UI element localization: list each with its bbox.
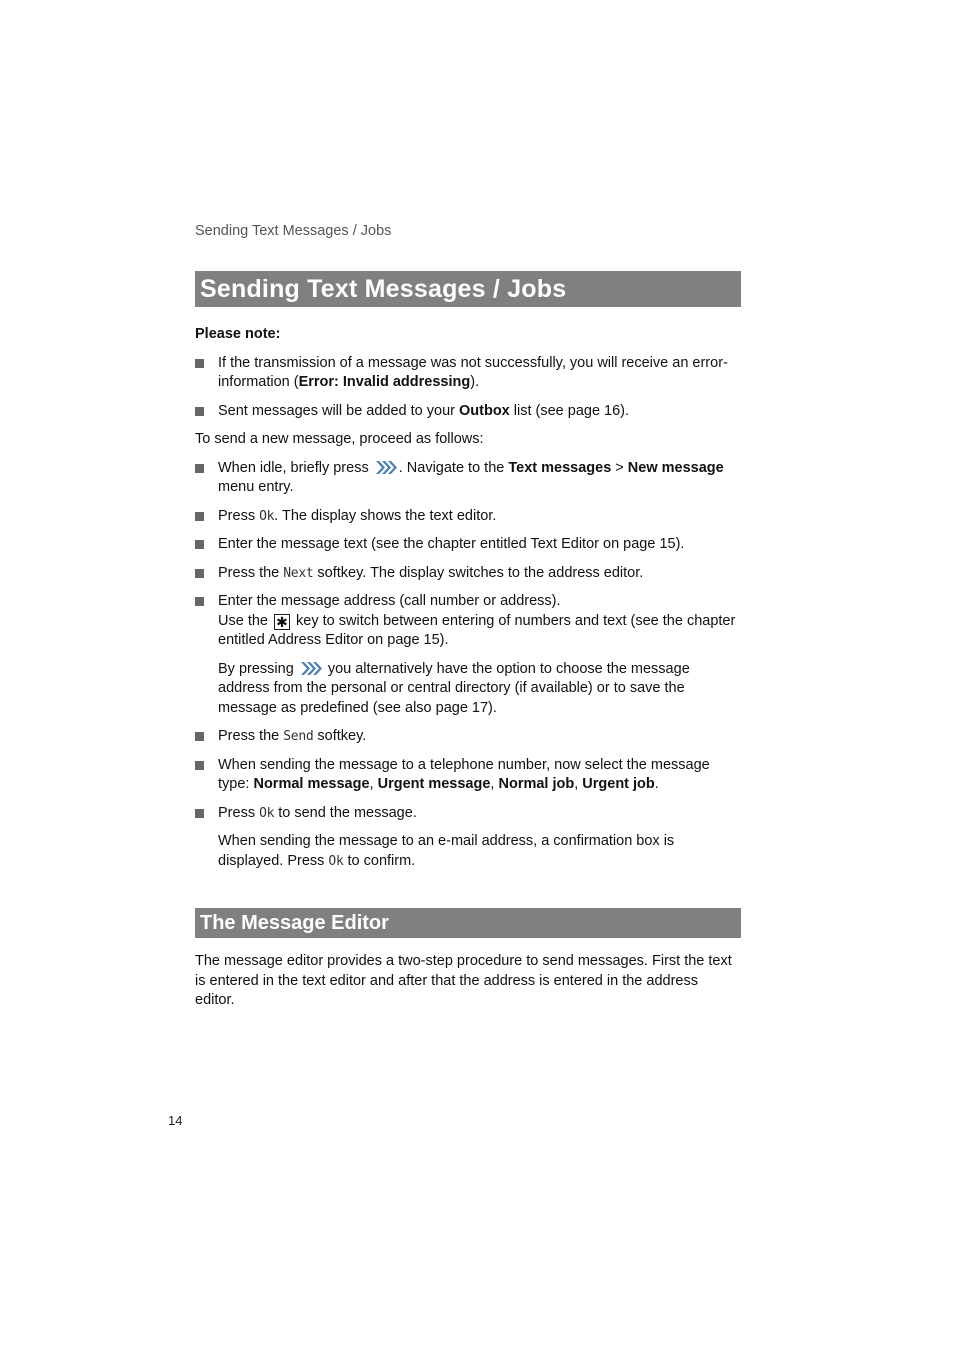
step-3 xyxy=(195,535,741,555)
step5-sub-b: you alternatively have the option to choose the message address from the personal or central directory (if available) or to save the message as predefined (see also page 17). xyxy=(218,660,690,716)
note-item-2 xyxy=(195,402,741,422)
steps-list xyxy=(195,459,741,872)
ok-key-label: Ok xyxy=(259,508,275,524)
step-7 xyxy=(195,756,741,795)
square-bullet xyxy=(195,464,204,473)
step7-end: . xyxy=(654,776,659,792)
square-bullet xyxy=(195,809,204,818)
step5-sub-a: By pressing xyxy=(218,660,294,677)
square-bullet xyxy=(195,512,204,521)
sep3: , xyxy=(574,776,583,792)
step7-text-a: When sending the message to a telephone number, now select the message type: xyxy=(218,756,710,792)
step1-text-a: When idle, briefly press xyxy=(218,459,369,476)
square-bullet xyxy=(195,597,204,606)
send-key-label: Send xyxy=(283,729,314,744)
step-8 xyxy=(195,804,741,872)
step-4 xyxy=(195,564,741,584)
note1-text-c: ). xyxy=(470,374,480,390)
step5-text-b: key to switch between entering of numbers and text (see the chapter entitled Address Editor on page 15). xyxy=(218,612,736,648)
note2-text-a: Sent messages will be added to your xyxy=(218,402,459,419)
step8-sub xyxy=(218,832,741,871)
step4-text-b: softkey. The display switches to the address editor. xyxy=(313,564,644,581)
square-bullet xyxy=(195,761,204,770)
star-key-icon: ✱ xyxy=(274,614,290,630)
step-1 xyxy=(195,459,741,498)
running-head: Sending Text Messages / Jobs xyxy=(195,223,392,239)
step2-text-b: . The display shows the text editor. xyxy=(274,507,497,524)
ok-key-label: Ok xyxy=(328,853,344,869)
step3-text: Enter the message text (see the chapter entitled Text Editor on page 15). xyxy=(218,536,685,552)
message-editor-text: The message editor provides a two-step procedure to send messages. First the text is entered in the text editor and after that the address is entered in the address editor. xyxy=(195,953,732,1008)
step-2 xyxy=(195,507,741,527)
square-bullet xyxy=(195,732,204,741)
please-note-label: Please note: xyxy=(195,326,281,342)
square-bullet xyxy=(195,359,204,368)
note1-text-a: If the transmission of a message was not successfully, you will receive an error-information ( xyxy=(218,354,728,390)
step2-text-a: Press xyxy=(218,507,256,524)
step1-text-messages: Text messages xyxy=(508,459,612,476)
section-heading-message-editor: The Message Editor xyxy=(195,908,741,938)
page-title: Sending Text Messages / Jobs xyxy=(195,271,741,307)
type-urgent-job: Urgent job xyxy=(582,776,655,792)
main-content xyxy=(195,325,741,880)
note-item-1 xyxy=(195,354,741,393)
note1-error-text: Error: Invalid addressing xyxy=(298,374,471,390)
step1-text-f: menu entry. xyxy=(218,479,294,495)
step6-text-a: Press the xyxy=(218,728,280,744)
step8-sub-a: When sending the message to an e-mail address, a confirmation box is displayed. Press xyxy=(218,833,675,869)
step6-text-b: softkey. xyxy=(313,728,367,744)
step5-line1: Enter the message address (call number or address). xyxy=(218,593,561,609)
sep2: , xyxy=(490,776,499,792)
intro-text: To send a new message, proceed as follows: xyxy=(195,431,484,447)
step5-sub xyxy=(218,660,741,719)
navigation-right-key-icon xyxy=(375,460,397,475)
ok-key-label: Ok xyxy=(259,805,275,821)
step8-text-b: to send the message. xyxy=(274,804,417,821)
sep1: , xyxy=(369,776,378,792)
step8-text-a: Press xyxy=(218,804,256,821)
square-bullet xyxy=(195,540,204,549)
step-6 xyxy=(195,727,741,747)
navigation-right-key-icon xyxy=(300,661,322,676)
step8-sub-b: to confirm. xyxy=(343,852,416,869)
page-number: 14 xyxy=(168,1113,183,1128)
square-bullet xyxy=(195,569,204,578)
step1-new-message: New message xyxy=(627,459,724,476)
step5-line2 xyxy=(218,612,741,651)
type-urgent-message: Urgent message xyxy=(377,776,491,792)
note-list xyxy=(195,354,741,422)
type-normal-job: Normal job xyxy=(498,776,575,792)
step1-text-d: > xyxy=(611,459,628,476)
note2-outbox: Outbox xyxy=(459,402,510,419)
type-normal-message: Normal message xyxy=(253,776,370,792)
square-bullet xyxy=(195,407,204,416)
step1-text-b: . Navigate to the xyxy=(398,459,509,476)
step5-text-a: Use the xyxy=(218,612,268,629)
next-key-label: Next xyxy=(283,565,314,581)
step4-text-a: Press the xyxy=(218,564,280,581)
step-5 xyxy=(195,592,741,718)
note2-text-c: list (see page 16). xyxy=(509,402,630,419)
